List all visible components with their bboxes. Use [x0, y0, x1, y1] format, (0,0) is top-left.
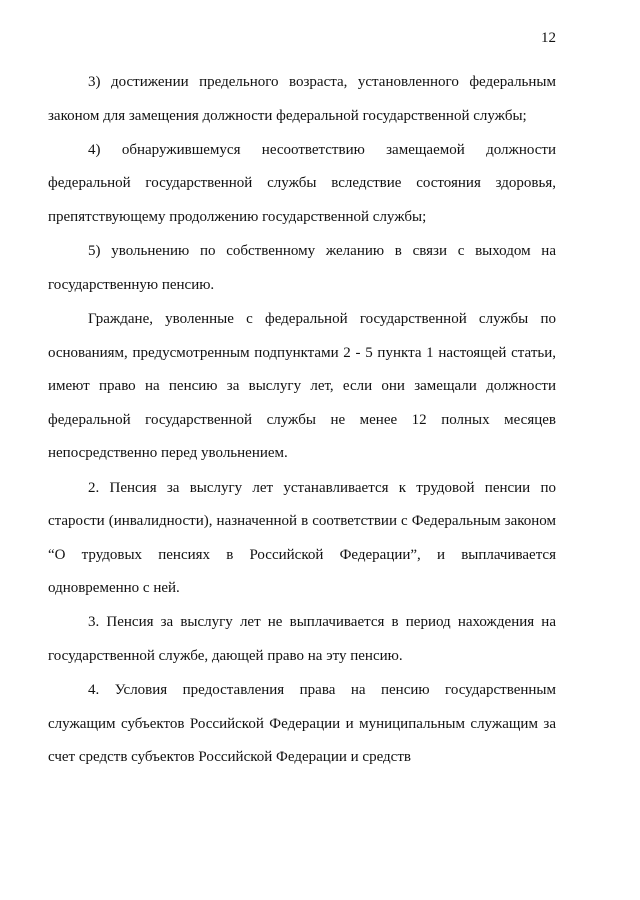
paragraph-item-5: 5) увольнению по собственному желанию в связи с выходом на государственную пенсию. — [48, 243, 556, 293]
paragraph-section-2: 2. Пенсия за выслугу лет устанавливается к трудовой пенсии по старости (инвалидности), назначенной в соответствии с Федеральным законом “О трудовых пенсиях в Российской Федерации”, и выплачивается одновременно с ней. — [48, 479, 556, 597]
document-body — [48, 66, 556, 775]
paragraph-section-3: 3. Пенсия за выслугу лет не выплачивается в период нахождения на государственной службе, дающей право на эту пенсию. — [48, 614, 556, 665]
page-number: 12 — [541, 30, 556, 46]
paragraph-item-3: 3) достижении предельного возраста, установленного федеральным законом для замещения должности федеральной государственной службы; — [48, 74, 556, 124]
paragraph-item-4: 4) обнаружившемуся несоответствию замещаемой должности федеральной государственной службы вследствие состояния здоровья, препятствующему продолжению государственной службы; — [48, 141, 556, 225]
paragraph-section-4: 4. Условия предоставления права на пенсию государственным служащим субъектов Российской Федерации и муниципальным служащим за счет средств субъектов Российской Федерации и средств — [48, 682, 556, 766]
paragraph-eligibility: Граждане, уволенные с федеральной государственной службы по основаниям, предусмотренным подпунктами 2 - 5 пункта 1 настоящей статьи, имеют право на пенсию за выслугу лет, если они замещали должности федеральной государственной службы не менее 12 полных месяцев непосредственно перед увольнением. — [48, 310, 556, 462]
